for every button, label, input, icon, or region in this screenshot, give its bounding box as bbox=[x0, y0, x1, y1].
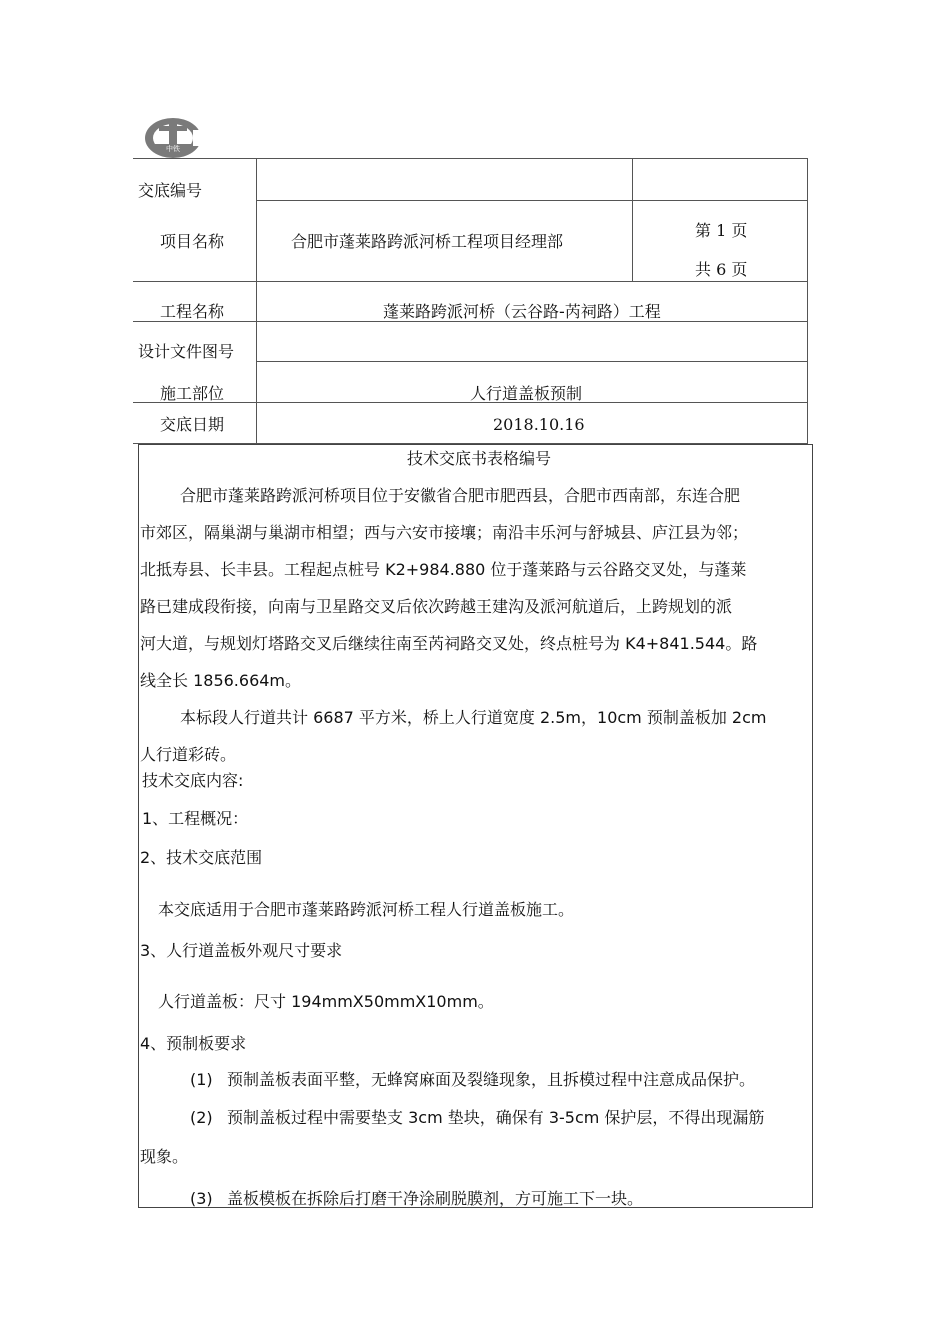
value-construction-part: 人行道盖板预制 bbox=[470, 384, 583, 403]
form-title: 技术交底书表格编号 bbox=[407, 449, 552, 468]
label-work-name: 工程名称 bbox=[160, 302, 225, 321]
value-disclosure-date: 2018.10.16 bbox=[493, 415, 585, 434]
list-item: 预制盖板表面平整，无蜂窝麻面及裂缝现象，且拆模过程中注意成品保护。 bbox=[227, 1070, 756, 1089]
label-project-name: 项目名称 bbox=[160, 232, 225, 251]
company-logo-icon bbox=[143, 116, 205, 160]
content-label: 技术交底内容: bbox=[142, 771, 244, 790]
paragraph-line: 线全长 1856.664m。 bbox=[140, 671, 302, 690]
paragraph-line: 人行道彩砖。 bbox=[140, 745, 237, 764]
paragraph-line: 北抵寿县、长丰县。工程起点桩号 K2+984.880 位于蓬莱路与云谷路交叉处，与蓬莱 bbox=[140, 560, 747, 579]
company-logo bbox=[143, 116, 205, 160]
page-number: 第 1 页 bbox=[695, 221, 748, 240]
table-rule bbox=[133, 158, 808, 159]
section-heading: 3、人行道盖板外观尺寸要求 bbox=[140, 941, 343, 960]
paragraph-line: 本标段人行道共计 6687 平方米，桥上人行道宽度 2.5m，10cm 预制盖板加 2cm bbox=[180, 708, 767, 727]
list-item-continuation: 现象。 bbox=[140, 1147, 189, 1166]
section-text: 本交底适用于合肥市蓬莱路跨派河桥工程人行道盖板施工。 bbox=[158, 900, 575, 919]
table-rule bbox=[256, 200, 808, 201]
list-item: 盖板模板在拆除后打磨干净涂刷脱膜剂，方可施工下一块。 bbox=[227, 1189, 644, 1208]
list-number: (2) bbox=[190, 1108, 213, 1127]
section-heading: 2、技术交底范围 bbox=[140, 848, 263, 867]
section-heading: 1、工程概况： bbox=[142, 809, 249, 828]
logo-text: 中铁 bbox=[166, 145, 180, 153]
label-construction-part: 施工部位 bbox=[160, 384, 225, 403]
label-disclosure-no: 交底编号 bbox=[138, 181, 203, 200]
paragraph-line: 路已建成段衔接，向南与卫星路交叉后依次跨越王建沟及派河航道后，上跨规划的派 bbox=[140, 597, 733, 616]
table-rule bbox=[807, 158, 808, 444]
table-rule bbox=[632, 158, 633, 281]
paragraph-line: 合肥市蓬莱路跨派河桥项目位于安徽省合肥市肥西县，合肥市西南部，东连合肥 bbox=[180, 486, 741, 505]
label-drawing-no: 设计文件图号 bbox=[138, 342, 235, 361]
table-rule bbox=[256, 361, 808, 362]
list-item: 预制盖板过程中需要垫支 3cm 垫块，确保有 3-5cm 保护层，不得出现漏筋 bbox=[227, 1108, 765, 1127]
section-text: 人行道盖板：尺寸 194mmX50mmX10mm。 bbox=[158, 992, 494, 1011]
list-number: (3) bbox=[190, 1189, 213, 1208]
label-disclosure-date: 交底日期 bbox=[160, 415, 225, 434]
table-rule bbox=[256, 158, 257, 444]
paragraph-line: 市郊区，隔巢湖与巢湖市相望；西与六安市接壤；南沿丰乐河与舒城县、庐江县为邻； bbox=[140, 523, 749, 542]
paragraph-line: 河大道，与规划灯塔路交叉后继续往南至芮祠路交叉处，终点桩号为 K4+841.544。路 bbox=[140, 634, 758, 653]
table-rule bbox=[133, 281, 808, 282]
list-number: (1) bbox=[190, 1070, 213, 1089]
value-work-name: 蓬莱路跨派河桥（云谷路-芮祠路）工程 bbox=[383, 302, 661, 321]
page-total: 共 6 页 bbox=[695, 260, 748, 279]
section-heading: 4、预制板要求 bbox=[140, 1034, 247, 1053]
value-project-name: 合肥市蓬莱路跨派河桥工程项目经理部 bbox=[291, 232, 564, 251]
